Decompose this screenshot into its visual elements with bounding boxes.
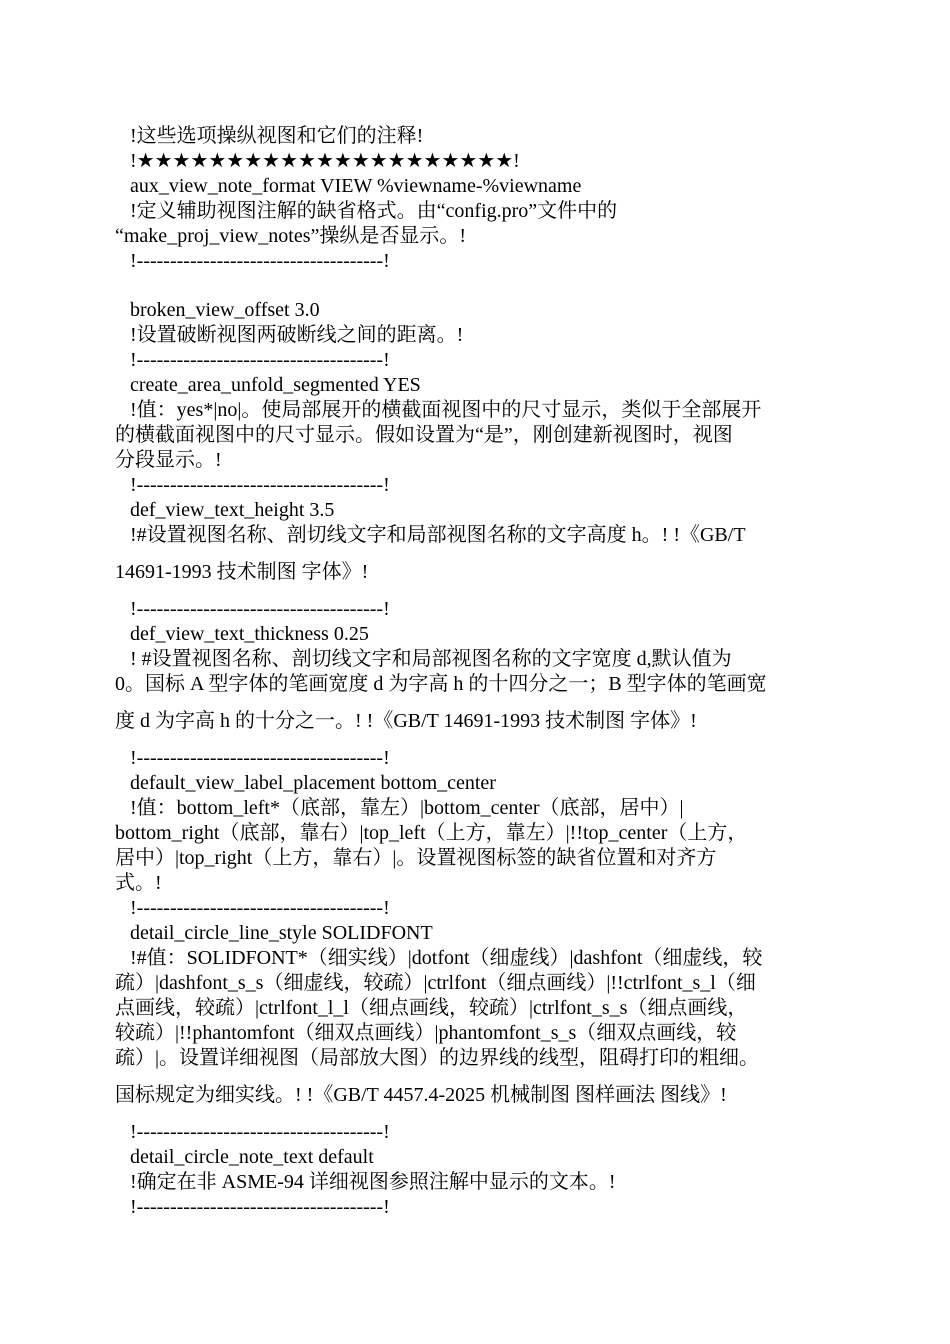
comment-line: !#值：SOLIDFONT*（细实线）|dotfont（细虚线）|dashfont（细虚线，较 [130,947,763,969]
comment-line: !定义辅助视图注解的缺省格式。由“config.pro”文件中的 [130,200,618,222]
comment-line: 国标规定为细实线。! !《GB/T 4457.4-2025 机械制图 图样画法 图线》! [115,1084,727,1106]
comment-line: 分段显示。! [115,449,222,471]
comment-line: 居中）|top_right（上方，靠右）|。设置视图标签的缺省位置和对齐方 [115,847,717,869]
comment-line: 较疏）|!!phantomfont（细双点画线）|phantomfont_s_s（细双点画线，较 [115,1022,737,1044]
comment-line: 的横截面视图中的尺寸显示。假如设置为“是”，刚创建新视图时，视图 [115,424,733,446]
dash-divider-line: !-------------------------------------! [130,349,390,371]
comment-line: bottom_right（底部，靠右）|top_left（上方，靠左）|!!top_center（上方， [115,822,748,844]
comment-line: !值：yes*|no|。使局部展开的横截面视图中的尺寸显示，类似于全部展开 [130,399,762,421]
dash-divider-line: !-------------------------------------! [130,747,390,769]
comment-line: ! #设置视图名称、剖切线文字和局部视图名称的文字宽度 d,默认值为 [130,648,732,670]
option-default-view-label-placement: default_view_label_placement bottom_center [130,772,496,794]
comment-line: 疏）|。设置详细视图（局部放大图）的边界线的线型，阻碍打印的粗细。 [115,1047,760,1069]
option-detail-circle-line-style: detail_circle_line_style SOLIDFONT [130,922,433,944]
star-divider-line: !★★★★★★★★★★★★★★★★★★★★★! [130,150,520,172]
dash-divider-line: !-------------------------------------! [130,1196,390,1218]
dash-divider-line: !-------------------------------------! [130,250,390,272]
option-create-area-unfold-segmented: create_area_unfold_segmented YES [130,374,421,396]
comment-line: !#设置视图名称、剖切线文字和局部视图名称的文字高度 h。! !《GB/T [130,524,746,546]
dash-divider-line: !-------------------------------------! [130,1121,390,1143]
dash-divider-line: !-------------------------------------! [130,474,390,496]
comment-line: !值：bottom_left*（底部，靠左）|bottom_center（底部，居中）| [130,797,684,819]
comment-line: 度 d 为字高 h 的十分之一。! !《GB/T 14691-1993 技术制图 字体》! [115,710,697,732]
comment-line: !这些选项操纵视图和它们的注释! [130,125,424,147]
comment-line: 疏）|dashfont_s_s（细虚线，较疏）|ctrlfont（细点画线）|!!ctrlfont_s_l（细 [115,972,756,994]
comment-line: 0。国标 A 型字体的笔画宽度 d 为字高 h 的十四分之一；B 型字体的笔画宽 [115,673,767,695]
comment-line: 14691-1993 技术制图 字体》! [115,561,369,583]
option-detail-circle-note-text: detail_circle_note_text default [130,1146,374,1168]
option-def-view-text-thickness: def_view_text_thickness 0.25 [130,623,369,645]
comment-line: 式。! [115,872,162,894]
dash-divider-line: !-------------------------------------! [130,897,390,919]
dash-divider-line: !-------------------------------------! [130,598,390,620]
comment-line: “make_proj_view_notes”操纵是否显示。! [115,225,467,247]
comment-line: !确定在非 ASME-94 详细视图参照注解中显示的文本。! [130,1171,616,1193]
option-aux-view-note-format: aux_view_note_format VIEW %viewname-%viewname [130,175,582,197]
option-def-view-text-height: def_view_text_height 3.5 [130,499,335,521]
option-broken-view-offset: broken_view_offset 3.0 [130,299,320,321]
comment-line: !设置破断视图两破断线之间的距离。! [130,324,464,346]
comment-line: 点画线，较疏）|ctrlfont_l_l（细点画线，较疏）|ctrlfont_s_s（细点画线， [115,997,748,1019]
